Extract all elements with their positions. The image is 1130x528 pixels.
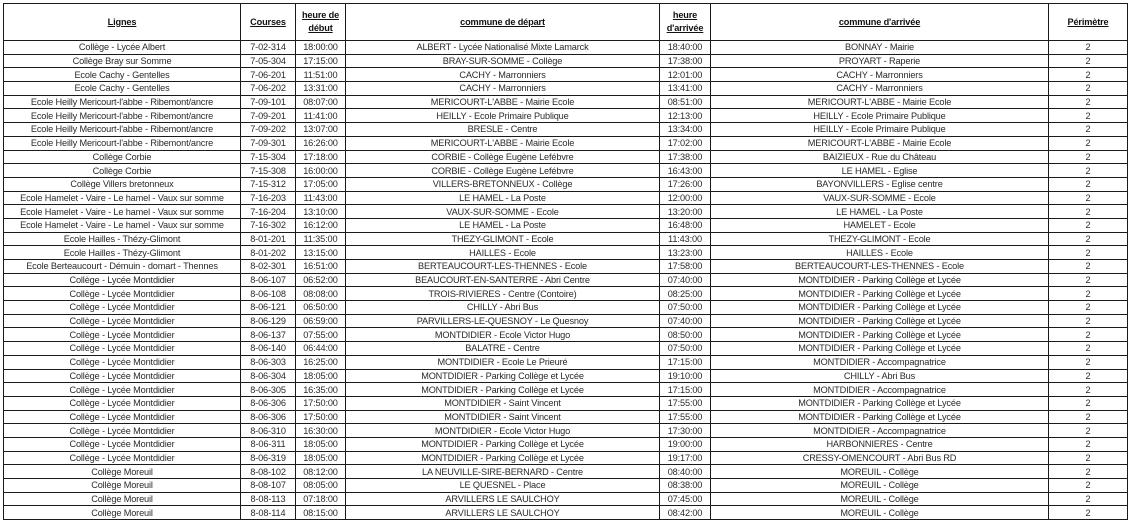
cell-perimetre[interactable]: 2 — [1049, 177, 1128, 191]
cell-commune-arrivee[interactable]: MONTDIDIER - Parking Collège et Lycée — [711, 396, 1049, 410]
cell-commune-depart[interactable]: TROIS-RIVIERES - Centre (Contoire) — [346, 287, 660, 301]
cell-course[interactable]: 8-06-319 — [241, 451, 296, 465]
table-row — [4, 396, 1128, 410]
cell-perimetre[interactable]: 2 — [1049, 506, 1128, 520]
cell-perimetre[interactable]: 2 — [1049, 41, 1128, 55]
cell-commune-depart[interactable]: HAILLES - Ecole — [346, 246, 660, 260]
cell-course[interactable]: 8-08-102 — [241, 465, 296, 479]
cell-ligne[interactable]: Ecole Berteaucourt - Démuin - domart - Thennes — [4, 260, 241, 274]
cell-heure-debut[interactable]: 08:08:00 — [296, 287, 346, 301]
table-row — [4, 383, 1128, 397]
cell-ligne[interactable]: Ecole Hamelet - Vaire - Le hamel - Vaux sur somme — [4, 218, 241, 232]
table-row — [4, 342, 1128, 356]
cell-heure-arrivee[interactable]: 17:15:00 — [660, 383, 711, 397]
cell-commune-depart[interactable]: MONTDIDIER - Parking Collège et Lycée — [346, 369, 660, 383]
cell-heure-arrivee[interactable]: 07:45:00 — [660, 492, 711, 506]
cell-ligne[interactable]: Ecole Heilly Mericourt-l'abbe - Ribemont/ancre — [4, 109, 241, 123]
cell-heure-debut[interactable]: 16:26:00 — [296, 136, 346, 150]
cell-commune-depart[interactable]: VAUX-SUR-SOMME - Ecole — [346, 205, 660, 219]
header-row — [4, 4, 1128, 41]
cell-ligne[interactable]: Ecole Cachy - Gentelles — [4, 68, 241, 82]
cell-commune-depart[interactable]: MERICOURT-L'ABBE - Mairie Ecole — [346, 136, 660, 150]
cell-commune-depart[interactable]: LE HAMEL - La Poste — [346, 191, 660, 205]
cell-ligne[interactable]: Collège - Lycée Montdidier — [4, 437, 241, 451]
cell-heure-debut[interactable]: 08:12:00 — [296, 465, 346, 479]
cell-heure-arrivee[interactable]: 11:43:00 — [660, 232, 711, 246]
cell-perimetre[interactable]: 2 — [1049, 328, 1128, 342]
cell-commune-depart[interactable]: ARVILLERS LE SAULCHOY — [346, 492, 660, 506]
cell-commune-depart[interactable]: MONTDIDIER - Saint Vincent — [346, 396, 660, 410]
cell-perimetre[interactable]: 2 — [1049, 396, 1128, 410]
cell-heure-debut[interactable]: 17:18:00 — [296, 150, 346, 164]
header-perimetre-label: Périmètre — [1067, 16, 1109, 27]
cell-heure-debut[interactable]: 18:05:00 — [296, 437, 346, 451]
cell-ligne[interactable]: Collège - Lycée Montdidier — [4, 424, 241, 438]
cell-course[interactable]: 8-08-113 — [241, 492, 296, 506]
table-row — [4, 424, 1128, 438]
cell-commune-arrivee[interactable]: BAIZIEUX - Rue du Château — [711, 150, 1049, 164]
cell-heure-arrivee[interactable]: 17:38:00 — [660, 150, 711, 164]
table-row — [4, 369, 1128, 383]
table-row — [4, 314, 1128, 328]
cell-perimetre[interactable]: 2 — [1049, 260, 1128, 274]
table-row — [4, 465, 1128, 479]
table-row — [4, 260, 1128, 274]
cell-heure-debut[interactable]: 18:05:00 — [296, 369, 346, 383]
table-row — [4, 191, 1128, 205]
cell-commune-arrivee[interactable]: MOREUIL - Collège — [711, 492, 1049, 506]
cell-perimetre[interactable]: 2 — [1049, 287, 1128, 301]
cell-commune-arrivee[interactable]: MONTDIDIER - Parking Collège et Lycée — [711, 342, 1049, 356]
cell-commune-depart[interactable]: BRESLE - Centre — [346, 123, 660, 137]
cell-heure-debut[interactable]: 11:35:00 — [296, 232, 346, 246]
cell-heure-debut[interactable]: 13:31:00 — [296, 82, 346, 96]
cell-heure-arrivee[interactable]: 13:20:00 — [660, 205, 711, 219]
cell-heure-debut[interactable]: 06:44:00 — [296, 342, 346, 356]
cell-heure-debut[interactable]: 08:07:00 — [296, 95, 346, 109]
cell-ligne[interactable]: Collège Moreuil — [4, 506, 241, 520]
cell-heure-arrivee[interactable]: 13:41:00 — [660, 82, 711, 96]
cell-ligne[interactable]: Collège Moreuil — [4, 492, 241, 506]
cell-heure-arrivee[interactable]: 08:38:00 — [660, 479, 711, 493]
cell-commune-arrivee[interactable]: CACHY - Marronniers — [711, 68, 1049, 82]
cell-commune-arrivee[interactable]: MOREUIL - Collège — [711, 465, 1049, 479]
table-row — [4, 479, 1128, 493]
cell-ligne[interactable]: Collège - Lycée Montdidier — [4, 383, 241, 397]
cell-commune-arrivee[interactable]: HEILLY - Ecole Primaire Publique — [711, 123, 1049, 137]
cell-course[interactable]: 7-02-314 — [241, 41, 296, 55]
cell-perimetre[interactable]: 2 — [1049, 123, 1128, 137]
cell-perimetre[interactable]: 2 — [1049, 492, 1128, 506]
cell-ligne[interactable]: Collège - Lycée Montdidier — [4, 287, 241, 301]
table-row — [4, 41, 1128, 55]
header-heure-arrivee-line2: d'arrivée — [666, 23, 704, 33]
cell-perimetre[interactable]: 2 — [1049, 205, 1128, 219]
cell-course[interactable]: 8-06-121 — [241, 301, 296, 315]
cell-commune-depart[interactable]: LE QUESNEL - Place — [346, 479, 660, 493]
cell-commune-depart[interactable]: MONTDIDIER - Ecole Victor Hugo — [346, 328, 660, 342]
table-row — [4, 246, 1128, 260]
cell-ligne[interactable]: Collège - Lycée Montdidier — [4, 355, 241, 369]
cell-commune-arrivee[interactable]: MOREUIL - Collège — [711, 479, 1049, 493]
cell-heure-arrivee[interactable]: 07:50:00 — [660, 301, 711, 315]
cell-perimetre[interactable]: 2 — [1049, 82, 1128, 96]
cell-course[interactable]: 8-02-301 — [241, 260, 296, 274]
cell-course[interactable]: 8-06-305 — [241, 383, 296, 397]
cell-heure-arrivee[interactable]: 19:00:00 — [660, 437, 711, 451]
cell-commune-depart[interactable]: LE HAMEL - La Poste — [346, 218, 660, 232]
cell-heure-debut[interactable]: 11:51:00 — [296, 68, 346, 82]
cell-commune-depart[interactable]: MONTDIDIER - Saint Vincent — [346, 410, 660, 424]
cell-commune-depart[interactable]: CHILLY - Abri Bus — [346, 301, 660, 315]
cell-perimetre[interactable]: 2 — [1049, 410, 1128, 424]
cell-perimetre[interactable]: 2 — [1049, 68, 1128, 82]
cell-commune-arrivee[interactable]: HEILLY - Ecole Primaire Publique — [711, 109, 1049, 123]
cell-course[interactable]: 8-06-304 — [241, 369, 296, 383]
cell-commune-arrivee[interactable]: MONTDIDIER - Parking Collège et Lycée — [711, 314, 1049, 328]
cell-heure-debut[interactable]: 16:12:00 — [296, 218, 346, 232]
cell-course[interactable]: 8-06-306 — [241, 396, 296, 410]
cell-heure-debut[interactable]: 13:10:00 — [296, 205, 346, 219]
cell-heure-arrivee[interactable]: 13:23:00 — [660, 246, 711, 260]
header-heure-debut-line2: début — [308, 23, 333, 33]
cell-heure-debut[interactable]: 17:15:00 — [296, 54, 346, 68]
cell-heure-arrivee[interactable]: 18:40:00 — [660, 41, 711, 55]
cell-course[interactable]: 8-06-310 — [241, 424, 296, 438]
cell-heure-debut[interactable]: 17:50:00 — [296, 396, 346, 410]
cell-commune-depart[interactable]: MONTDIDIER - Ecole Victor Hugo — [346, 424, 660, 438]
cell-commune-arrivee[interactable]: LE HAMEL - La Poste — [711, 205, 1049, 219]
cell-course[interactable]: 7-09-201 — [241, 109, 296, 123]
cell-course[interactable]: 8-06-108 — [241, 287, 296, 301]
cell-course[interactable]: 8-08-114 — [241, 506, 296, 520]
cell-commune-arrivee[interactable]: MONTDIDIER - Parking Collège et Lycée — [711, 273, 1049, 287]
cell-ligne[interactable]: Collège Bray sur Somme — [4, 54, 241, 68]
cell-commune-arrivee[interactable]: CACHY - Marronniers — [711, 82, 1049, 96]
cell-heure-arrivee[interactable]: 17:15:00 — [660, 355, 711, 369]
header-courses[interactable] — [241, 4, 296, 41]
cell-commune-arrivee[interactable]: MONTDIDIER - Accompagnatrice — [711, 424, 1049, 438]
cell-ligne[interactable]: Ecole Heilly Mericourt-l'abbe - Ribemont/ancre — [4, 123, 241, 137]
table-row — [4, 451, 1128, 465]
cell-commune-arrivee[interactable]: MONTDIDIER - Parking Collège et Lycée — [711, 287, 1049, 301]
header-commune-arrivee-label: commune d'arrivée — [838, 16, 921, 27]
cell-perimetre[interactable]: 2 — [1049, 218, 1128, 232]
table-row — [4, 492, 1128, 506]
header-commune-depart[interactable] — [346, 4, 660, 41]
cell-ligne[interactable]: Collège Corbie — [4, 150, 241, 164]
cell-ligne[interactable]: Collège - Lycée Albert — [4, 41, 241, 55]
cell-heure-arrivee[interactable]: 17:02:00 — [660, 136, 711, 150]
header-lignes-label: Lignes — [107, 16, 137, 27]
cell-perimetre[interactable]: 2 — [1049, 437, 1128, 451]
cell-commune-arrivee[interactable]: CRESSY-OMENCOURT - Abri Bus RD — [711, 451, 1049, 465]
cell-heure-debut[interactable]: 13:07:00 — [296, 123, 346, 137]
cell-perimetre[interactable]: 2 — [1049, 246, 1128, 260]
cell-ligne[interactable]: Collège - Lycée Montdidier — [4, 410, 241, 424]
header-heure-debut-line1: heure de — [301, 10, 340, 20]
cell-heure-arrivee[interactable]: 12:01:00 — [660, 68, 711, 82]
cell-course[interactable]: 7-06-201 — [241, 68, 296, 82]
cell-heure-debut[interactable]: 16:51:00 — [296, 260, 346, 274]
cell-heure-debut[interactable]: 17:50:00 — [296, 410, 346, 424]
cell-heure-debut[interactable]: 07:55:00 — [296, 328, 346, 342]
header-lignes[interactable] — [4, 4, 241, 41]
cell-course[interactable]: 7-05-304 — [241, 54, 296, 68]
cell-course[interactable]: 8-01-201 — [241, 232, 296, 246]
table-row — [4, 410, 1128, 424]
cell-ligne[interactable]: Collège - Lycée Montdidier — [4, 314, 241, 328]
cell-heure-debut[interactable]: 16:35:00 — [296, 383, 346, 397]
cell-commune-depart[interactable]: MERICOURT-L'ABBE - Mairie Ecole — [346, 95, 660, 109]
cell-heure-arrivee[interactable]: 16:48:00 — [660, 218, 711, 232]
cell-heure-debut[interactable]: 11:43:00 — [296, 191, 346, 205]
table-row — [4, 273, 1128, 287]
cell-heure-debut[interactable]: 18:05:00 — [296, 451, 346, 465]
cell-commune-depart[interactable]: BRAY-SUR-SOMME - Collège — [346, 54, 660, 68]
cell-commune-arrivee[interactable]: MERICOURT-L'ABBE - Mairie Ecole — [711, 136, 1049, 150]
cell-course[interactable]: 8-06-137 — [241, 328, 296, 342]
cell-commune-arrivee[interactable]: MONTDIDIER - Parking Collège et Lycée — [711, 328, 1049, 342]
cell-commune-arrivee[interactable]: MONTDIDIER - Parking Collège et Lycée — [711, 410, 1049, 424]
cell-ligne[interactable]: Ecole Heilly Mericourt-l'abbe - Ribemont/ancre — [4, 136, 241, 150]
header-courses-label: Courses — [250, 16, 286, 27]
cell-heure-arrivee[interactable]: 12:13:00 — [660, 109, 711, 123]
cell-perimetre[interactable]: 2 — [1049, 232, 1128, 246]
cell-perimetre[interactable]: 2 — [1049, 301, 1128, 315]
cell-commune-arrivee[interactable]: BONNAY - Mairie — [711, 41, 1049, 55]
cell-course[interactable]: 7-09-301 — [241, 136, 296, 150]
cell-heure-debut[interactable]: 08:15:00 — [296, 506, 346, 520]
cell-commune-depart[interactable]: CORBIE - Collège Eugène Lefébvre — [346, 164, 660, 178]
cell-commune-arrivee[interactable]: PROYART - Raperie — [711, 54, 1049, 68]
cell-perimetre[interactable]: 2 — [1049, 479, 1128, 493]
cell-course[interactable]: 7-16-203 — [241, 191, 296, 205]
cell-commune-depart[interactable]: MONTDIDIER - Ecole Le Prieuré — [346, 355, 660, 369]
cell-ligne[interactable]: Collège Moreuil — [4, 479, 241, 493]
cell-perimetre[interactable]: 2 — [1049, 95, 1128, 109]
cell-heure-arrivee[interactable]: 08:40:00 — [660, 465, 711, 479]
cell-heure-arrivee[interactable]: 07:40:00 — [660, 273, 711, 287]
cell-heure-arrivee[interactable]: 07:50:00 — [660, 342, 711, 356]
cell-ligne[interactable]: Collège - Lycée Montdidier — [4, 396, 241, 410]
cell-ligne[interactable]: Collège - Lycée Montdidier — [4, 328, 241, 342]
cell-commune-arrivee[interactable]: HARBONNIERES - Centre — [711, 437, 1049, 451]
table-row — [4, 287, 1128, 301]
cell-commune-depart[interactable]: PARVILLERS-LE-QUESNOY - Le Quesnoy — [346, 314, 660, 328]
cell-course[interactable]: 7-06-202 — [241, 82, 296, 96]
cell-perimetre[interactable]: 2 — [1049, 369, 1128, 383]
cell-course[interactable]: 8-06-303 — [241, 355, 296, 369]
cell-commune-depart[interactable]: MONTDIDIER - Parking Collège et Lycée — [346, 437, 660, 451]
cell-commune-depart[interactable]: BERTEAUCOURT-LES-THENNES - Ecole — [346, 260, 660, 274]
cell-heure-debut[interactable]: 06:59:00 — [296, 314, 346, 328]
cell-perimetre[interactable]: 2 — [1049, 150, 1128, 164]
table-row — [4, 150, 1128, 164]
header-commune-arrivee[interactable] — [711, 4, 1049, 41]
cell-commune-depart[interactable]: ARVILLERS LE SAULCHOY — [346, 506, 660, 520]
table-row — [4, 205, 1128, 219]
cell-perimetre[interactable]: 2 — [1049, 424, 1128, 438]
cell-commune-arrivee[interactable]: MONTDIDIER - Accompagnatrice — [711, 355, 1049, 369]
cell-commune-arrivee[interactable]: MONTDIDIER - Accompagnatrice — [711, 383, 1049, 397]
cell-ligne[interactable]: Collège - Lycée Montdidier — [4, 273, 241, 287]
cell-perimetre[interactable]: 2 — [1049, 465, 1128, 479]
cell-commune-depart[interactable]: CACHY - Marronniers — [346, 68, 660, 82]
cell-commune-arrivee[interactable]: BERTEAUCOURT-LES-THENNES - Ecole — [711, 260, 1049, 274]
cell-commune-arrivee[interactable]: MONTDIDIER - Parking Collège et Lycée — [711, 301, 1049, 315]
cell-heure-arrivee[interactable]: 17:30:00 — [660, 424, 711, 438]
table-row — [4, 82, 1128, 96]
cell-perimetre[interactable]: 2 — [1049, 451, 1128, 465]
table-row — [4, 437, 1128, 451]
table-row — [4, 95, 1128, 109]
cell-heure-debut[interactable]: 06:50:00 — [296, 301, 346, 315]
cell-perimetre[interactable]: 2 — [1049, 355, 1128, 369]
cell-commune-depart[interactable]: LA NEUVILLE-SIRE-BERNARD - Centre — [346, 465, 660, 479]
table-row — [4, 109, 1128, 123]
cell-heure-arrivee[interactable]: 08:25:00 — [660, 287, 711, 301]
cell-heure-arrivee[interactable]: 17:55:00 — [660, 410, 711, 424]
cell-perimetre[interactable]: 2 — [1049, 164, 1128, 178]
cell-commune-arrivee[interactable]: VAUX-SUR-SOMME - Ecole — [711, 191, 1049, 205]
cell-commune-depart[interactable]: CACHY - Marronniers — [346, 82, 660, 96]
cell-course[interactable]: 8-08-107 — [241, 479, 296, 493]
cell-commune-arrivee[interactable]: MOREUIL - Collège — [711, 506, 1049, 520]
cell-course[interactable]: 7-15-304 — [241, 150, 296, 164]
cell-heure-debut[interactable]: 17:05:00 — [296, 177, 346, 191]
cell-commune-arrivee[interactable]: THEZY-GLIMONT - Ecole — [711, 232, 1049, 246]
cell-heure-arrivee[interactable]: 08:42:00 — [660, 506, 711, 520]
cell-ligne[interactable]: Ecole Hamelet - Vaire - Le hamel - Vaux sur somme — [4, 205, 241, 219]
cell-heure-debut[interactable]: 16:00:00 — [296, 164, 346, 178]
cell-heure-arrivee[interactable]: 17:55:00 — [660, 396, 711, 410]
cell-commune-depart[interactable]: HEILLY - Ecole Primaire Publique — [346, 109, 660, 123]
cell-heure-arrivee[interactable]: 19:17:00 — [660, 451, 711, 465]
table-row — [4, 355, 1128, 369]
cell-heure-debut[interactable]: 11:41:00 — [296, 109, 346, 123]
cell-ligne[interactable]: Ecole Hailles - Thézy-Glimont — [4, 246, 241, 260]
cell-ligne[interactable]: Ecole Hamelet - Vaire - Le hamel - Vaux sur somme — [4, 191, 241, 205]
cell-perimetre[interactable]: 2 — [1049, 54, 1128, 68]
cell-commune-arrivee[interactable]: BAYONVILLERS - Eglise centre — [711, 177, 1049, 191]
cell-ligne[interactable]: Collège Villers bretonneux — [4, 177, 241, 191]
cell-commune-arrivee[interactable]: HAILLES - Ecole — [711, 246, 1049, 260]
cell-heure-arrivee[interactable]: 13:34:00 — [660, 123, 711, 137]
cell-heure-debut[interactable]: 16:25:00 — [296, 355, 346, 369]
cell-commune-arrivee[interactable]: CHILLY - Abri Bus — [711, 369, 1049, 383]
cell-heure-debut[interactable]: 06:52:00 — [296, 273, 346, 287]
header-heure-arrivee-line1: heure — [672, 10, 698, 20]
cell-commune-depart[interactable]: THEZY-GLIMONT - Ecole — [346, 232, 660, 246]
cell-perimetre[interactable]: 2 — [1049, 314, 1128, 328]
table-body — [4, 41, 1128, 520]
cell-ligne[interactable]: Collège - Lycée Montdidier — [4, 369, 241, 383]
cell-course[interactable]: 8-06-140 — [241, 342, 296, 356]
cell-course[interactable]: 7-15-312 — [241, 177, 296, 191]
header-commune-depart-label: commune de départ — [460, 16, 545, 27]
table-row — [4, 506, 1128, 520]
cell-course[interactable]: 8-06-129 — [241, 314, 296, 328]
cell-heure-arrivee[interactable]: 08:50:00 — [660, 328, 711, 342]
cell-commune-depart[interactable]: BALATRE - Centre — [346, 342, 660, 356]
header-heure-arrivee[interactable] — [660, 4, 711, 41]
cell-heure-debut[interactable]: 08:05:00 — [296, 479, 346, 493]
cell-heure-arrivee[interactable]: 12:00:00 — [660, 191, 711, 205]
cell-heure-arrivee[interactable]: 17:26:00 — [660, 177, 711, 191]
cell-heure-arrivee[interactable]: 16:43:00 — [660, 164, 711, 178]
cell-commune-depart[interactable]: VILLERS-BRETONNEUX - Collège — [346, 177, 660, 191]
cell-heure-arrivee[interactable]: 17:58:00 — [660, 260, 711, 274]
cell-perimetre[interactable]: 2 — [1049, 273, 1128, 287]
cell-heure-debut[interactable]: 16:30:00 — [296, 424, 346, 438]
cell-ligne[interactable]: Ecole Cachy - Gentelles — [4, 82, 241, 96]
cell-commune-depart[interactable]: ALBERT - Lycée Nationalisé Mixte Lamarck — [346, 41, 660, 55]
cell-perimetre[interactable]: 2 — [1049, 191, 1128, 205]
cell-ligne[interactable]: Collège - Lycée Montdidier — [4, 301, 241, 315]
cell-ligne[interactable]: Collège Moreuil — [4, 465, 241, 479]
cell-heure-arrivee[interactable]: 17:38:00 — [660, 54, 711, 68]
cell-perimetre[interactable]: 2 — [1049, 109, 1128, 123]
table-row — [4, 177, 1128, 191]
cell-commune-depart[interactable]: CORBIE - Collège Eugène Lefébvre — [346, 150, 660, 164]
cell-commune-depart[interactable]: MONTDIDIER - Parking Collège et Lycée — [346, 451, 660, 465]
cell-course[interactable]: 7-15-308 — [241, 164, 296, 178]
cell-heure-debut[interactable]: 18:00:00 — [296, 41, 346, 55]
cell-commune-arrivee[interactable]: MERICOURT-L'ABBE - Mairie Ecole — [711, 95, 1049, 109]
table-row — [4, 68, 1128, 82]
cell-course[interactable]: 7-16-302 — [241, 218, 296, 232]
table-row — [4, 218, 1128, 232]
cell-perimetre[interactable]: 2 — [1049, 136, 1128, 150]
table-row — [4, 301, 1128, 315]
table-row — [4, 232, 1128, 246]
transport-schedule-table — [3, 3, 1128, 520]
cell-heure-debut[interactable]: 13:15:00 — [296, 246, 346, 260]
table-row — [4, 328, 1128, 342]
cell-heure-arrivee[interactable]: 07:40:00 — [660, 314, 711, 328]
cell-course[interactable]: 8-06-311 — [241, 437, 296, 451]
header-perimetre[interactable] — [1049, 4, 1128, 41]
cell-course[interactable]: 7-09-101 — [241, 95, 296, 109]
table-row — [4, 54, 1128, 68]
cell-course[interactable]: 8-01-202 — [241, 246, 296, 260]
cell-ligne[interactable]: Collège - Lycée Montdidier — [4, 451, 241, 465]
cell-commune-arrivee[interactable]: HAMELET - Ecole — [711, 218, 1049, 232]
cell-commune-depart[interactable]: MONTDIDIER - Parking Collège et Lycée — [346, 383, 660, 397]
cell-course[interactable]: 7-16-204 — [241, 205, 296, 219]
cell-heure-debut[interactable]: 07:18:00 — [296, 492, 346, 506]
cell-course[interactable]: 8-06-306 — [241, 410, 296, 424]
cell-ligne[interactable]: Collège Corbie — [4, 164, 241, 178]
cell-heure-arrivee[interactable]: 19:10:00 — [660, 369, 711, 383]
table-row — [4, 164, 1128, 178]
cell-course[interactable]: 8-06-107 — [241, 273, 296, 287]
table-row — [4, 136, 1128, 150]
cell-commune-depart[interactable]: BEAUCOURT-EN-SANTERRE - Abri Centre — [346, 273, 660, 287]
cell-ligne[interactable]: Ecole Heilly Mericourt-l'abbe - Ribemont/ancre — [4, 95, 241, 109]
cell-heure-arrivee[interactable]: 08:51:00 — [660, 95, 711, 109]
cell-perimetre[interactable]: 2 — [1049, 342, 1128, 356]
cell-course[interactable]: 7-09-202 — [241, 123, 296, 137]
cell-ligne[interactable]: Collège - Lycée Montdidier — [4, 342, 241, 356]
cell-ligne[interactable]: Ecole Hailles - Thézy-Glimont — [4, 232, 241, 246]
cell-commune-arrivee[interactable]: LE HAMEL - Eglise — [711, 164, 1049, 178]
table-row — [4, 123, 1128, 137]
header-heure-debut[interactable] — [296, 4, 346, 41]
cell-perimetre[interactable]: 2 — [1049, 383, 1128, 397]
